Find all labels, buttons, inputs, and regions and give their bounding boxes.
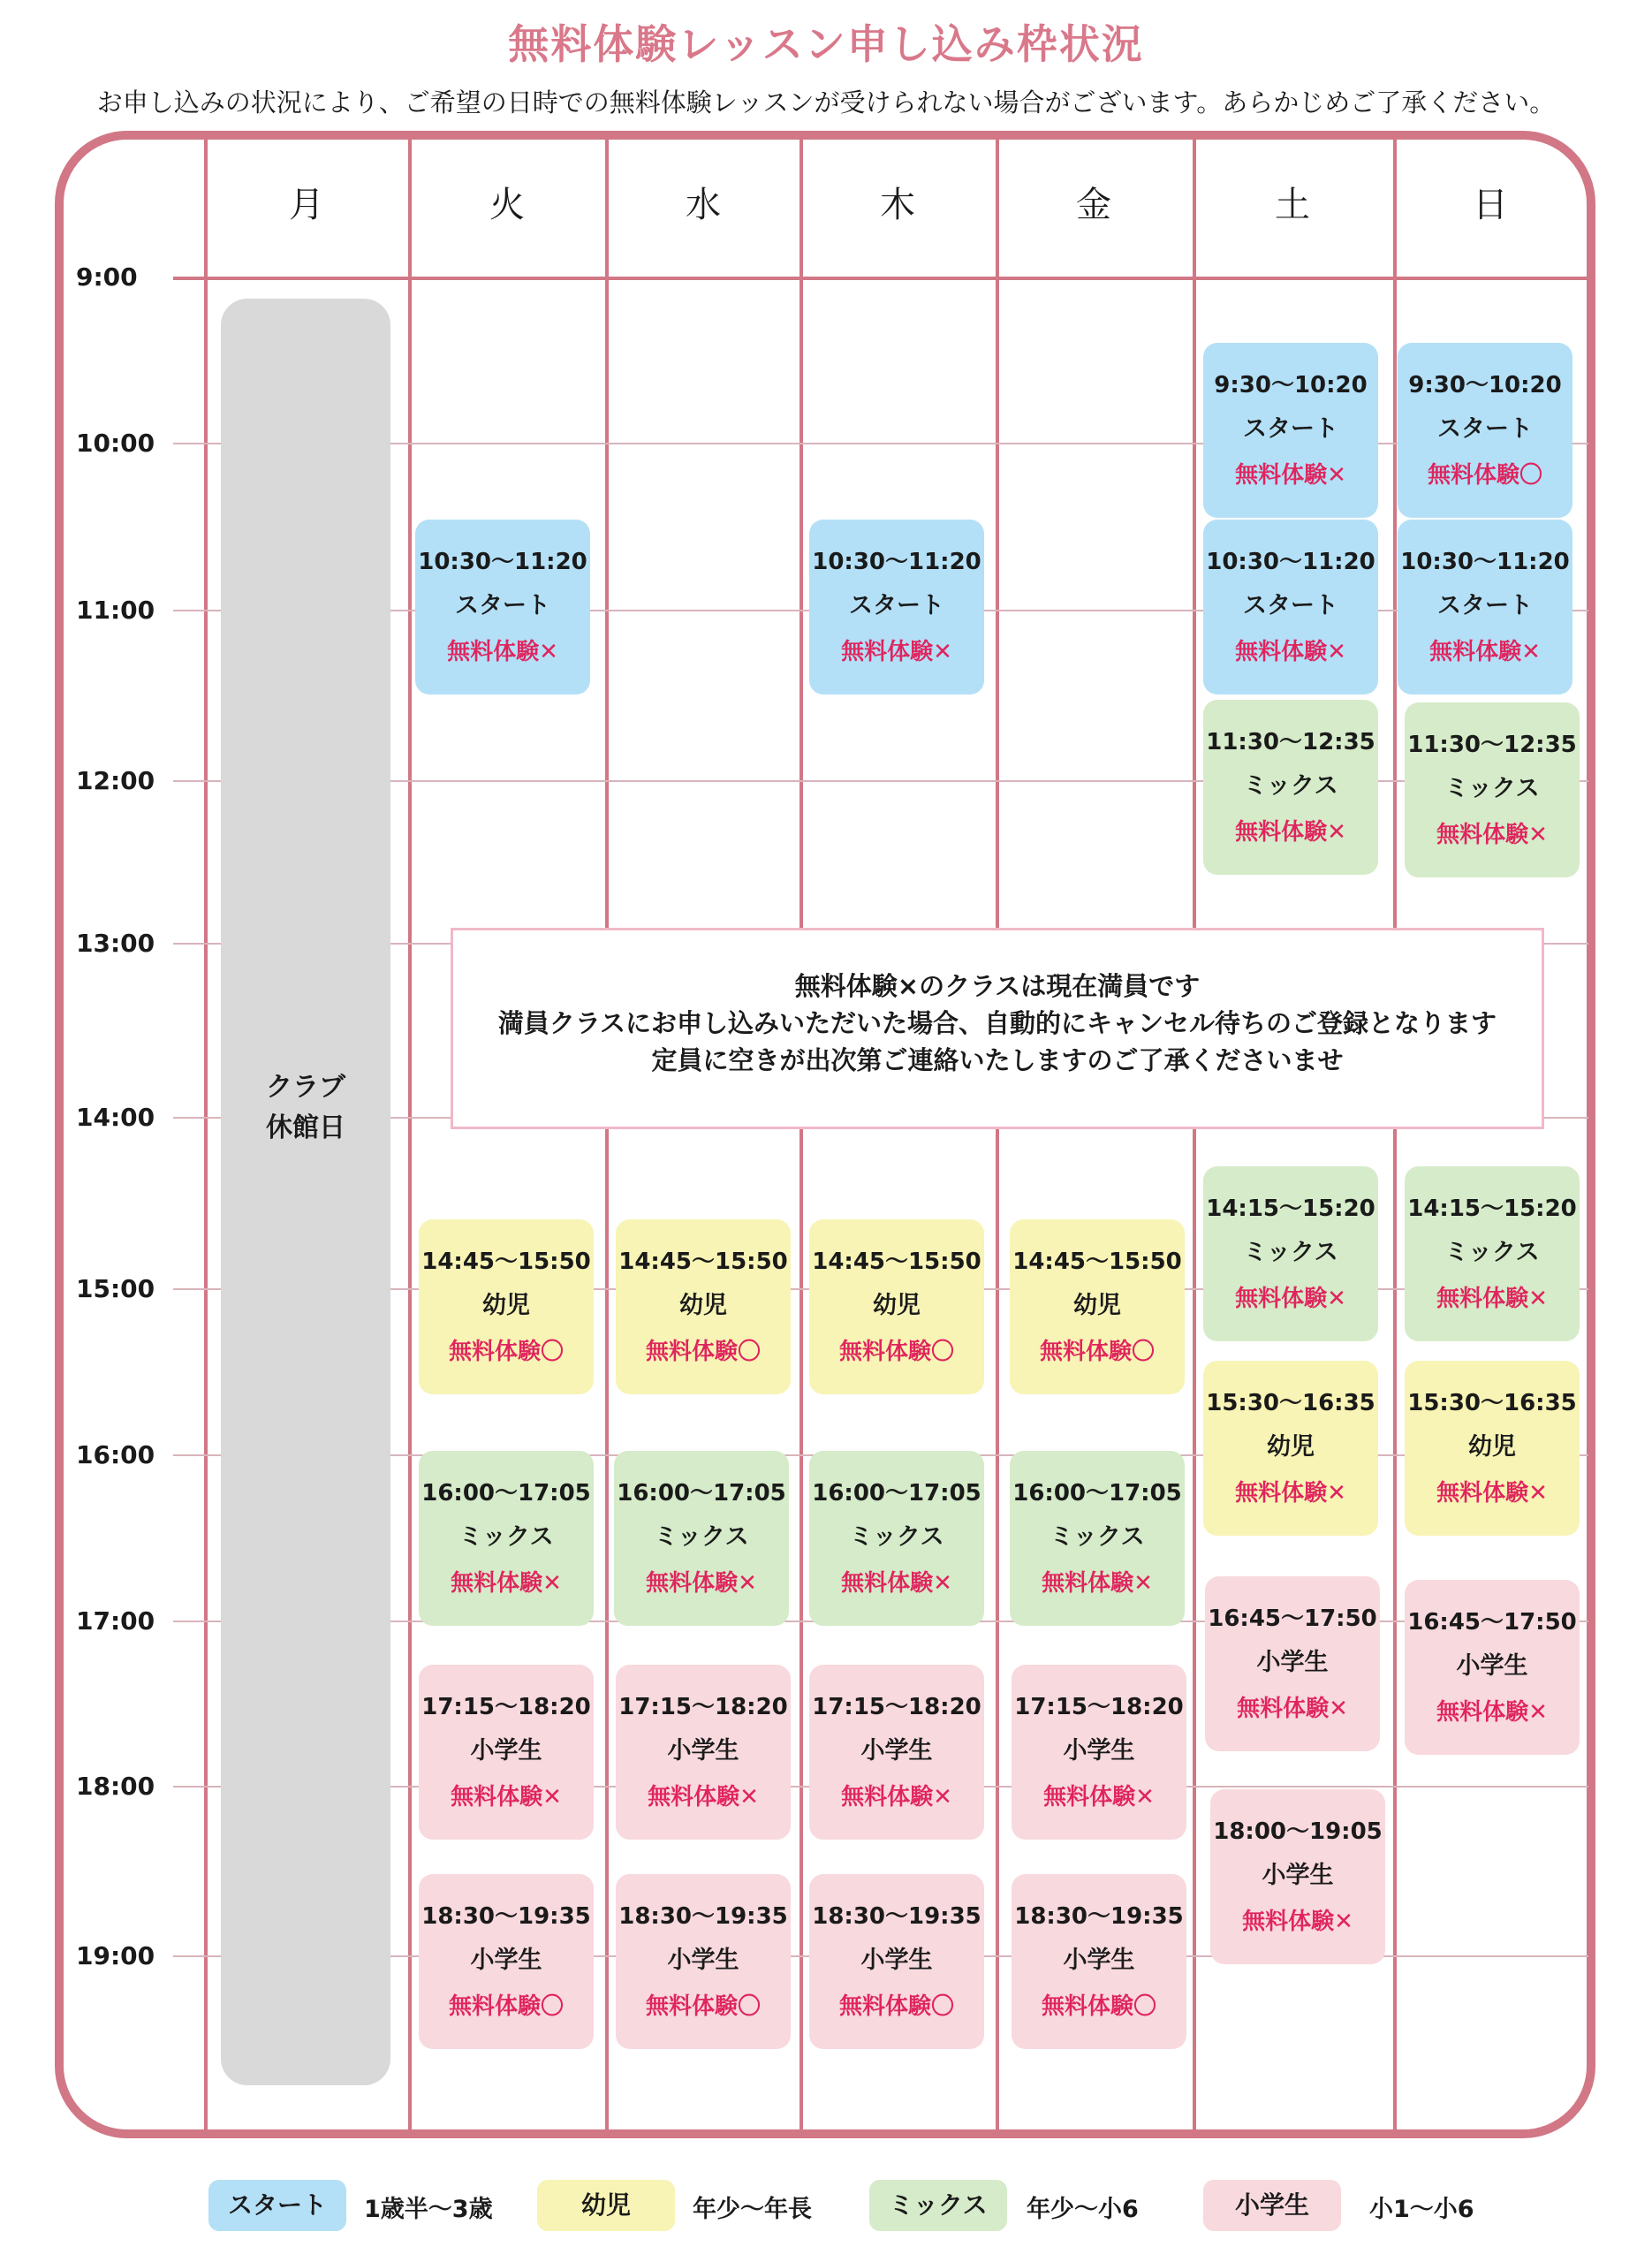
class-status: 無料体験✕ bbox=[1237, 1696, 1348, 1722]
legend-chip-sho: 小学生 bbox=[1203, 2180, 1341, 2231]
class-card[interactable] bbox=[419, 1219, 594, 1394]
class-name: ミックス bbox=[1444, 1239, 1540, 1266]
class-card[interactable] bbox=[809, 1874, 984, 2049]
class-card[interactable] bbox=[1398, 343, 1572, 518]
class-name: スタート bbox=[1437, 592, 1533, 619]
class-status: 無料体験✕ bbox=[1436, 1480, 1548, 1507]
class-time: 14:15〜15:20 bbox=[1407, 1196, 1577, 1222]
grid-vline bbox=[605, 140, 609, 2129]
class-status: 無料体験✕ bbox=[1042, 1570, 1153, 1597]
class-time: 17:15〜18:20 bbox=[421, 1694, 591, 1720]
class-status: 無料体験✕ bbox=[1436, 1286, 1548, 1312]
class-status: 無料体験✕ bbox=[1235, 819, 1346, 846]
class-status: 無料体験✕ bbox=[451, 1570, 562, 1597]
class-status: 無料体験✕ bbox=[1235, 1286, 1346, 1312]
class-time: 16:00〜17:05 bbox=[421, 1480, 591, 1507]
legend-chip-mix: ミックス bbox=[869, 2180, 1007, 2231]
class-name: 小学生 bbox=[667, 1737, 739, 1765]
day-header-fri: 金 bbox=[1076, 185, 1111, 225]
class-status: 無料体験〇 bbox=[448, 1993, 564, 2020]
class-time: 14:45〜15:50 bbox=[812, 1249, 981, 1275]
time-label: 14:00 bbox=[76, 1103, 155, 1132]
class-status: 無料体験✕ bbox=[841, 1570, 952, 1597]
class-card[interactable] bbox=[614, 1451, 789, 1626]
class-status: 無料体験✕ bbox=[646, 1570, 757, 1597]
class-name: スタート bbox=[455, 592, 550, 619]
class-name: 小学生 bbox=[470, 1737, 542, 1765]
class-status: 無料体験✕ bbox=[1436, 1699, 1548, 1726]
class-card[interactable] bbox=[809, 520, 984, 695]
class-card[interactable] bbox=[419, 1451, 594, 1626]
class-time: 11:30〜12:35 bbox=[1407, 732, 1577, 758]
class-name: ミックス bbox=[849, 1523, 944, 1551]
day-header-sun: 日 bbox=[1473, 185, 1508, 225]
day-header-thu: 木 bbox=[880, 185, 915, 225]
class-status: 無料体験✕ bbox=[1235, 639, 1346, 665]
time-label: 13:00 bbox=[76, 929, 155, 958]
class-time: 9:30〜10:20 bbox=[1408, 372, 1562, 399]
notice-line: 無料体験×のクラスは現在満員です bbox=[794, 971, 1201, 1001]
day-header-mon: 月 bbox=[289, 185, 324, 225]
class-name: 小学生 bbox=[470, 1947, 542, 1974]
closed-label-line: 休館日 bbox=[266, 1112, 345, 1143]
closed-day-label bbox=[221, 1067, 390, 1149]
class-card[interactable] bbox=[1010, 1451, 1185, 1626]
class-card[interactable] bbox=[809, 1219, 984, 1394]
class-time: 9:30〜10:20 bbox=[1214, 372, 1368, 399]
class-name: 小学生 bbox=[1256, 1649, 1329, 1676]
class-card[interactable] bbox=[415, 520, 590, 695]
class-time: 17:15〜18:20 bbox=[1014, 1694, 1184, 1720]
class-name: 幼児 bbox=[1267, 1433, 1315, 1461]
class-status: 無料体験✕ bbox=[1235, 462, 1346, 489]
class-name: ミックス bbox=[1243, 1239, 1338, 1266]
class-name: ミックス bbox=[1444, 775, 1540, 802]
class-name: スタート bbox=[1437, 415, 1533, 443]
class-status: 無料体験〇 bbox=[1039, 1339, 1155, 1365]
class-name: スタート bbox=[1243, 415, 1338, 443]
grid-hline bbox=[173, 277, 1588, 280]
closed-label-line: クラブ bbox=[266, 1072, 345, 1103]
class-time: 18:00〜19:05 bbox=[1213, 1818, 1383, 1845]
class-name: 幼児 bbox=[482, 1292, 530, 1319]
class-time: 17:15〜18:20 bbox=[812, 1694, 981, 1720]
class-time: 11:30〜12:35 bbox=[1206, 729, 1375, 755]
time-label: 10:00 bbox=[76, 429, 155, 458]
grid-vline bbox=[1193, 140, 1196, 2129]
class-card[interactable] bbox=[1203, 343, 1378, 518]
class-time: 15:30〜16:35 bbox=[1407, 1390, 1577, 1416]
grid-vline bbox=[996, 140, 999, 2129]
class-time: 14:45〜15:50 bbox=[1012, 1249, 1182, 1275]
class-card[interactable] bbox=[1405, 1166, 1580, 1341]
class-name: スタート bbox=[1243, 592, 1338, 619]
grid-vline bbox=[1393, 140, 1397, 2129]
class-status: 無料体験✕ bbox=[841, 639, 952, 665]
class-name: 小学生 bbox=[1063, 1947, 1135, 1974]
class-name: 小学生 bbox=[860, 1737, 933, 1765]
class-name: 幼児 bbox=[1073, 1292, 1121, 1319]
grid-vline bbox=[799, 140, 803, 2129]
class-time: 16:00〜17:05 bbox=[617, 1480, 786, 1507]
legend-chip-start: スタート bbox=[208, 2180, 346, 2231]
class-name: ミックス bbox=[458, 1523, 554, 1551]
class-time: 15:30〜16:35 bbox=[1206, 1390, 1375, 1416]
class-time: 16:00〜17:05 bbox=[812, 1480, 981, 1507]
class-time: 10:30〜11:20 bbox=[1206, 549, 1375, 575]
legend-desc: 小1〜小6 bbox=[1369, 2196, 1474, 2223]
class-time: 18:30〜19:35 bbox=[1014, 1903, 1184, 1930]
class-card[interactable] bbox=[1210, 1789, 1385, 1964]
class-card[interactable] bbox=[1405, 1580, 1580, 1755]
class-card[interactable] bbox=[1203, 700, 1378, 875]
class-status: 無料体験〇 bbox=[448, 1339, 564, 1365]
grid-vline bbox=[408, 140, 412, 2129]
day-header-wed: 水 bbox=[686, 185, 721, 225]
grid-vline bbox=[204, 140, 208, 2129]
legend-desc: 年少〜小6 bbox=[1027, 2196, 1139, 2223]
class-time: 14:45〜15:50 bbox=[421, 1249, 591, 1275]
class-status: 無料体験✕ bbox=[1429, 639, 1541, 665]
class-name: 幼児 bbox=[873, 1292, 921, 1319]
time-label: 17:00 bbox=[76, 1606, 155, 1636]
class-card[interactable] bbox=[1203, 1361, 1378, 1536]
class-name: 幼児 bbox=[679, 1292, 727, 1319]
class-name: ミックス bbox=[1243, 772, 1338, 800]
class-card[interactable] bbox=[809, 1665, 984, 1840]
class-status: 無料体験〇 bbox=[838, 1993, 954, 2020]
time-label: 9:00 bbox=[76, 262, 138, 292]
class-name: ミックス bbox=[654, 1523, 749, 1551]
class-card[interactable] bbox=[1203, 520, 1378, 695]
time-label: 12:00 bbox=[76, 766, 155, 795]
class-status: 無料体験✕ bbox=[1436, 822, 1548, 848]
class-name: スタート bbox=[849, 592, 944, 619]
class-card[interactable] bbox=[809, 1451, 984, 1626]
class-name: 小学生 bbox=[667, 1947, 739, 1974]
class-time: 18:30〜19:35 bbox=[421, 1903, 591, 1930]
class-card[interactable] bbox=[1012, 1665, 1186, 1840]
legend-desc: 年少〜年長 bbox=[693, 2196, 812, 2223]
class-card[interactable] bbox=[1203, 1166, 1378, 1341]
class-time: 16:45〜17:50 bbox=[1407, 1609, 1577, 1636]
page-subtitle: お申し込みの状況により、ご希望の日時での無料体験レッスンが受けられない場合がございます。あらかじめご了承ください。 bbox=[96, 87, 1556, 118]
class-name: ミックス bbox=[1050, 1523, 1145, 1551]
class-status: 無料体験✕ bbox=[648, 1784, 759, 1810]
class-time: 17:15〜18:20 bbox=[618, 1694, 788, 1720]
time-label: 15:00 bbox=[76, 1274, 155, 1303]
legend-chip-youji: 幼児 bbox=[537, 2180, 675, 2231]
class-status: 無料体験✕ bbox=[1043, 1784, 1155, 1810]
class-name: 小学生 bbox=[1262, 1862, 1334, 1889]
class-card[interactable] bbox=[616, 1874, 791, 2049]
class-card[interactable] bbox=[1012, 1874, 1186, 2049]
class-time: 18:30〜19:35 bbox=[812, 1903, 981, 1930]
class-time: 16:00〜17:05 bbox=[1012, 1480, 1182, 1507]
class-time: 10:30〜11:20 bbox=[1400, 549, 1570, 575]
class-card[interactable] bbox=[616, 1219, 791, 1394]
class-status: 無料体験〇 bbox=[1427, 462, 1542, 489]
notice-line: 満員クラスにお申し込みいただいた場合、自動的にキャンセル待ちのご登録となります bbox=[497, 1008, 1497, 1038]
class-card[interactable] bbox=[1405, 702, 1580, 877]
class-name: 小学生 bbox=[1063, 1737, 1135, 1765]
class-card[interactable] bbox=[616, 1665, 791, 1840]
class-time: 14:15〜15:20 bbox=[1206, 1196, 1375, 1222]
page-title: 無料体験レッスン申し込み枠状況 bbox=[508, 20, 1144, 68]
class-status: 無料体験〇 bbox=[645, 1993, 761, 2020]
full-class-notice bbox=[451, 928, 1544, 1129]
class-status: 無料体験〇 bbox=[1041, 1993, 1156, 2020]
class-status: 無料体験〇 bbox=[645, 1339, 761, 1365]
class-card[interactable] bbox=[419, 1874, 594, 2049]
class-time: 14:45〜15:50 bbox=[618, 1249, 788, 1275]
closed-day-block bbox=[221, 299, 390, 2085]
class-card[interactable] bbox=[1405, 1361, 1580, 1536]
class-status: 無料体験✕ bbox=[447, 639, 558, 665]
class-time: 16:45〜17:50 bbox=[1208, 1605, 1377, 1632]
class-card[interactable] bbox=[419, 1665, 594, 1840]
class-time: 10:30〜11:20 bbox=[812, 549, 981, 575]
class-status: 無料体験✕ bbox=[841, 1784, 952, 1810]
time-label: 19:00 bbox=[76, 1941, 155, 1970]
class-card[interactable] bbox=[1205, 1576, 1380, 1751]
class-status: 無料体験✕ bbox=[1235, 1480, 1346, 1507]
notice-line: 定員に空きが出次第ご連絡いたしますのご了承くださいませ bbox=[651, 1045, 1344, 1075]
class-time: 18:30〜19:35 bbox=[618, 1903, 788, 1930]
class-time: 10:30〜11:20 bbox=[418, 549, 587, 575]
class-name: 幼児 bbox=[1468, 1433, 1516, 1461]
class-name: 小学生 bbox=[1456, 1652, 1528, 1680]
time-label: 11:00 bbox=[76, 596, 155, 625]
class-name: 小学生 bbox=[860, 1947, 933, 1974]
class-card[interactable] bbox=[1010, 1219, 1185, 1394]
class-status: 無料体験〇 bbox=[838, 1339, 954, 1365]
legend-desc: 1歳半〜3歳 bbox=[364, 2196, 493, 2223]
time-label: 16:00 bbox=[76, 1440, 155, 1469]
day-header-sat: 土 bbox=[1275, 185, 1310, 225]
day-header-tue: 火 bbox=[489, 185, 525, 225]
class-status: 無料体験✕ bbox=[1242, 1909, 1353, 1935]
class-status: 無料体験✕ bbox=[451, 1784, 562, 1810]
time-label: 18:00 bbox=[76, 1772, 155, 1801]
class-card[interactable] bbox=[1398, 520, 1572, 695]
